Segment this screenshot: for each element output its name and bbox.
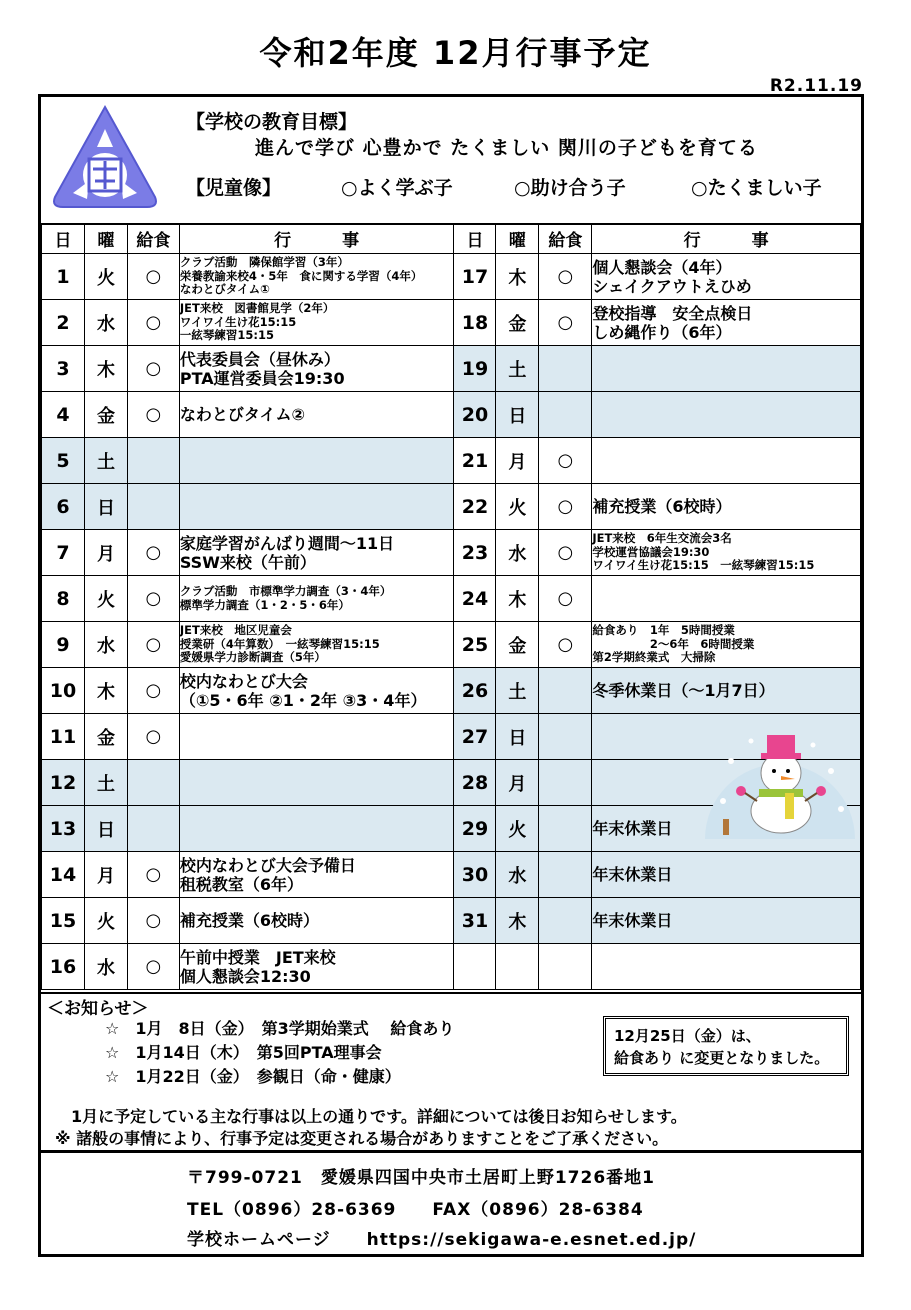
table-row bbox=[42, 622, 861, 668]
event-cell bbox=[179, 622, 454, 668]
meal-cell bbox=[539, 944, 592, 990]
event-line: 冬季休業日（～1月7日） bbox=[592, 681, 775, 700]
meal-cell bbox=[539, 898, 592, 944]
day-cell: 8 bbox=[42, 576, 85, 622]
event-cell bbox=[179, 806, 454, 852]
weekday-cell: 土 bbox=[84, 760, 127, 806]
issue-date: R2.11.19 bbox=[769, 76, 863, 96]
event-line: ワイワイ生け花15:15 一絃琴練習15:15 bbox=[592, 558, 815, 573]
notice-item: ☆ 1月14日（木） 第5回PTA理事会 bbox=[105, 1043, 382, 1062]
event-line: 租税教室（6年） bbox=[179, 874, 303, 894]
table-row bbox=[42, 944, 861, 990]
event-line: 愛媛県学力診断調査（5年） bbox=[179, 650, 326, 665]
table-row bbox=[42, 484, 861, 530]
weekday-cell: 木 bbox=[496, 576, 539, 622]
event-cell bbox=[592, 622, 861, 668]
day-cell: 12 bbox=[42, 760, 85, 806]
event-cell bbox=[179, 714, 454, 760]
event-line: 授業研（4年算数） 一絃琴練習15:15 bbox=[179, 636, 380, 651]
event-cell bbox=[592, 254, 861, 300]
day-cell: 23 bbox=[454, 530, 496, 576]
event-line: 校内なわとび大会予備日 bbox=[179, 855, 356, 875]
table-row bbox=[42, 898, 861, 944]
event-cell bbox=[179, 438, 454, 484]
meal-cell bbox=[539, 852, 592, 898]
header-day: 日 bbox=[42, 224, 85, 254]
table-row bbox=[42, 438, 861, 484]
day-cell: 21 bbox=[454, 438, 496, 484]
meal-cell bbox=[539, 714, 592, 760]
day-cell: 31 bbox=[454, 898, 496, 944]
meal-cell bbox=[127, 760, 179, 806]
event-cell bbox=[179, 576, 454, 622]
event-line: 年末休業日 bbox=[592, 911, 673, 930]
meal-cell: ○ bbox=[127, 898, 179, 944]
meal-cell: ○ bbox=[127, 530, 179, 576]
table-row bbox=[42, 346, 861, 392]
event-cell bbox=[592, 346, 861, 392]
event-cell bbox=[179, 944, 454, 990]
event-cell bbox=[179, 852, 454, 898]
weekday-cell: 水 bbox=[84, 622, 127, 668]
page-title: 令和2年度 12月行事予定 bbox=[259, 34, 652, 72]
event-line: JET来校 図書館見学（2年） bbox=[179, 301, 335, 316]
event-line: 年末休業日 bbox=[592, 819, 673, 838]
meal-cell: ○ bbox=[539, 576, 592, 622]
meal-cell: ○ bbox=[127, 346, 179, 392]
event-line: 2～6年 6時間授業 bbox=[592, 636, 755, 651]
day-cell: 14 bbox=[42, 852, 85, 898]
weekday-cell: 木 bbox=[84, 346, 127, 392]
weekday-cell: 土 bbox=[496, 346, 539, 392]
day-cell: 30 bbox=[454, 852, 496, 898]
event-line: 補充授業（6校時） bbox=[592, 497, 732, 516]
meal-change-line: 給食あり に変更となりました。 bbox=[614, 1049, 830, 1067]
notice-section bbox=[41, 992, 861, 1152]
header-meal: 給食 bbox=[539, 224, 592, 254]
day-cell: 15 bbox=[42, 898, 85, 944]
header-event: 行 事 bbox=[179, 224, 454, 254]
event-line: 補充授業（6校時） bbox=[179, 911, 319, 930]
event-line: JET来校 地区児童会 bbox=[179, 623, 292, 638]
event-line: 標準学力調査（1・2・5・6年） bbox=[179, 597, 350, 612]
weekday-cell: 火 bbox=[496, 484, 539, 530]
weekday-cell: 日 bbox=[84, 484, 127, 530]
event-cell bbox=[592, 392, 861, 438]
event-line: 代表委員会（昼休み） bbox=[179, 349, 340, 369]
day-cell: 3 bbox=[42, 346, 85, 392]
day-cell: 6 bbox=[42, 484, 85, 530]
weekday-cell: 水 bbox=[84, 944, 127, 990]
meal-cell: ○ bbox=[127, 668, 179, 714]
table-row bbox=[42, 852, 861, 898]
goal-text: 進んで学び 心豊かで たくましい 関川の子どもを育てる bbox=[255, 137, 758, 159]
school-phone-fax: TEL（0896）28-6369 FAX（0896）28-6384 bbox=[187, 1200, 644, 1220]
day-cell: 24 bbox=[454, 576, 496, 622]
notice-item: ☆ 1月22日（金） 参観日（命・健康） bbox=[105, 1067, 401, 1086]
meal-cell: ○ bbox=[539, 622, 592, 668]
event-line: SSW来校（午前） bbox=[179, 552, 316, 572]
header-weekday: 曜 bbox=[84, 224, 127, 254]
weekday-cell: 水 bbox=[496, 852, 539, 898]
weekday-cell: 金 bbox=[84, 392, 127, 438]
table-row bbox=[42, 530, 861, 576]
meal-change-line: 12月25日（金）は、 bbox=[614, 1027, 761, 1045]
meal-cell bbox=[539, 392, 592, 438]
weekday-cell: 火 bbox=[84, 898, 127, 944]
event-cell bbox=[179, 668, 454, 714]
ideal-label: 【児童像】 bbox=[186, 177, 282, 199]
event-cell bbox=[179, 530, 454, 576]
day-cell: 10 bbox=[42, 668, 85, 714]
event-line: 午前中授業 JET来校 bbox=[179, 947, 336, 967]
meal-cell bbox=[539, 806, 592, 852]
day-cell: 20 bbox=[454, 392, 496, 438]
event-line: 個人懇談会（4年） bbox=[592, 257, 732, 277]
calendar-table bbox=[41, 223, 861, 990]
event-line: PTA運営委員会19:30 bbox=[179, 368, 345, 388]
table-row bbox=[42, 254, 861, 300]
meal-cell: ○ bbox=[539, 530, 592, 576]
event-cell bbox=[592, 852, 861, 898]
weekday-cell: 水 bbox=[84, 300, 127, 346]
event-line: 年末休業日 bbox=[592, 865, 673, 884]
event-line: 個人懇談会12:30 bbox=[179, 966, 311, 986]
meal-cell: ○ bbox=[539, 254, 592, 300]
event-line: 校内なわとび大会 bbox=[179, 671, 308, 691]
weekday-cell: 金 bbox=[496, 300, 539, 346]
weekday-cell: 木 bbox=[496, 254, 539, 300]
header-event: 行 事 bbox=[592, 224, 861, 254]
meal-cell: ○ bbox=[127, 576, 179, 622]
weekday-cell: 月 bbox=[84, 530, 127, 576]
day-cell: 9 bbox=[42, 622, 85, 668]
day-cell: 11 bbox=[42, 714, 85, 760]
notice-item: ☆ 1月 8日（金） 第3学期始業式 給食あり bbox=[105, 1019, 455, 1038]
event-cell bbox=[592, 300, 861, 346]
header-meal: 給食 bbox=[127, 224, 179, 254]
day-cell bbox=[454, 944, 496, 990]
notice-footnote: 1月に予定している主な行事は以上の通りです。詳細については後日お知らせします。 bbox=[55, 1107, 687, 1126]
day-cell: 13 bbox=[42, 806, 85, 852]
day-cell: 1 bbox=[42, 254, 85, 300]
ideal-item: ○よく学ぶ子 bbox=[341, 177, 453, 199]
event-cell bbox=[179, 254, 454, 300]
event-line: クラブ活動 市標準学力調査（3・4年） bbox=[179, 584, 392, 598]
weekday-cell: 月 bbox=[496, 760, 539, 806]
table-header-row bbox=[42, 224, 861, 254]
meal-cell: ○ bbox=[127, 392, 179, 438]
snowman-illustration-icon bbox=[701, 721, 859, 839]
weekday-cell: 火 bbox=[84, 576, 127, 622]
meal-cell: ○ bbox=[539, 484, 592, 530]
day-cell: 7 bbox=[42, 530, 85, 576]
table-row bbox=[42, 300, 861, 346]
day-cell: 5 bbox=[42, 438, 85, 484]
header-day: 日 bbox=[454, 224, 496, 254]
day-cell: 28 bbox=[454, 760, 496, 806]
school-contact bbox=[41, 1150, 861, 1260]
event-line: 一絃琴練習15:15 bbox=[179, 328, 274, 343]
school-header bbox=[41, 97, 861, 225]
weekday-cell: 日 bbox=[496, 714, 539, 760]
event-line: なわとびタイム② bbox=[179, 405, 306, 424]
event-line: 登校指導 安全点検日 bbox=[592, 303, 753, 323]
weekday-cell: 木 bbox=[496, 898, 539, 944]
school-logo-icon bbox=[51, 103, 159, 213]
meal-cell: ○ bbox=[539, 438, 592, 484]
meal-change-box bbox=[603, 1016, 849, 1076]
event-cell bbox=[592, 898, 861, 944]
day-cell: 16 bbox=[42, 944, 85, 990]
weekday-cell: 水 bbox=[496, 530, 539, 576]
meal-cell bbox=[127, 806, 179, 852]
event-cell bbox=[179, 300, 454, 346]
school-address: 〒799-0721 愛媛県四国中央市土居町上野1726番地1 bbox=[187, 1168, 655, 1188]
day-cell: 25 bbox=[454, 622, 496, 668]
day-cell: 27 bbox=[454, 714, 496, 760]
weekday-cell: 土 bbox=[496, 668, 539, 714]
event-cell bbox=[179, 484, 454, 530]
day-cell: 22 bbox=[454, 484, 496, 530]
event-line: ワイワイ生け花15:15 bbox=[179, 314, 297, 329]
meal-cell: ○ bbox=[127, 944, 179, 990]
day-cell: 18 bbox=[454, 300, 496, 346]
meal-cell: ○ bbox=[127, 714, 179, 760]
event-line: 家庭学習がんばり週間～11日 bbox=[179, 533, 395, 553]
meal-cell bbox=[539, 668, 592, 714]
weekday-cell: 金 bbox=[84, 714, 127, 760]
table-row bbox=[42, 668, 861, 714]
event-cell bbox=[592, 576, 861, 622]
weekday-cell: 日 bbox=[496, 392, 539, 438]
meal-cell bbox=[539, 760, 592, 806]
meal-cell: ○ bbox=[539, 300, 592, 346]
event-cell bbox=[592, 484, 861, 530]
goal-label: 【学校の教育目標】 bbox=[186, 111, 358, 133]
event-line: JET来校 6年生交流会3名 bbox=[592, 531, 732, 546]
weekday-cell: 土 bbox=[84, 438, 127, 484]
day-cell: 29 bbox=[454, 806, 496, 852]
schedule-frame bbox=[38, 94, 864, 1257]
event-line: シェイクアウトえひめ bbox=[592, 276, 752, 296]
ideal-item: ○たくましい子 bbox=[691, 177, 822, 199]
event-line: 学校運営協議会19:30 bbox=[592, 544, 710, 559]
event-cell bbox=[592, 530, 861, 576]
event-line: 栄養教諭来校4・5年 食に関する学習（4年） bbox=[179, 268, 423, 283]
event-line: 第2学期終業式 大掃除 bbox=[592, 650, 716, 665]
event-cell bbox=[179, 760, 454, 806]
weekday-cell bbox=[496, 944, 539, 990]
notice-title: ＜お知らせ＞ bbox=[47, 999, 149, 1019]
meal-cell bbox=[539, 346, 592, 392]
weekday-cell: 月 bbox=[496, 438, 539, 484]
table-row bbox=[42, 392, 861, 438]
weekday-cell: 火 bbox=[84, 254, 127, 300]
event-line: なわとびタイム① bbox=[179, 282, 270, 297]
weekday-cell: 火 bbox=[496, 806, 539, 852]
event-cell bbox=[179, 898, 454, 944]
meal-cell bbox=[127, 438, 179, 484]
event-cell bbox=[592, 944, 861, 990]
event-line: クラブ活動 隣保館学習（3年） bbox=[179, 255, 349, 270]
meal-cell: ○ bbox=[127, 254, 179, 300]
event-line: しめ縄作り（6年） bbox=[592, 322, 732, 342]
weekday-cell: 金 bbox=[496, 622, 539, 668]
weekday-cell: 月 bbox=[84, 852, 127, 898]
ideal-item: ○助け合う子 bbox=[514, 177, 626, 199]
day-cell: 2 bbox=[42, 300, 85, 346]
event-cell bbox=[592, 668, 861, 714]
day-cell: 19 bbox=[454, 346, 496, 392]
meal-cell: ○ bbox=[127, 622, 179, 668]
day-cell: 26 bbox=[454, 668, 496, 714]
event-cell bbox=[179, 392, 454, 438]
table-row bbox=[42, 576, 861, 622]
school-website-link[interactable]: 学校ホームページ https://sekigawa-e.esnet.ed.jp/ bbox=[187, 1230, 697, 1250]
meal-cell: ○ bbox=[127, 300, 179, 346]
day-cell: 4 bbox=[42, 392, 85, 438]
meal-cell: ○ bbox=[127, 852, 179, 898]
meal-cell bbox=[127, 484, 179, 530]
event-cell bbox=[592, 438, 861, 484]
event-cell bbox=[179, 346, 454, 392]
notice-disclaimer: ※ 諸般の事情により、行事予定は変更される場合がありますことをご了承ください。 bbox=[55, 1129, 669, 1148]
day-cell: 17 bbox=[454, 254, 496, 300]
weekday-cell: 日 bbox=[84, 806, 127, 852]
weekday-cell: 木 bbox=[84, 668, 127, 714]
event-line: 給食あり 1年 5時間授業 bbox=[592, 623, 735, 638]
event-line: （①5・6年 ②1・2年 ③3・4年） bbox=[179, 690, 427, 710]
header-weekday: 曜 bbox=[496, 224, 539, 254]
